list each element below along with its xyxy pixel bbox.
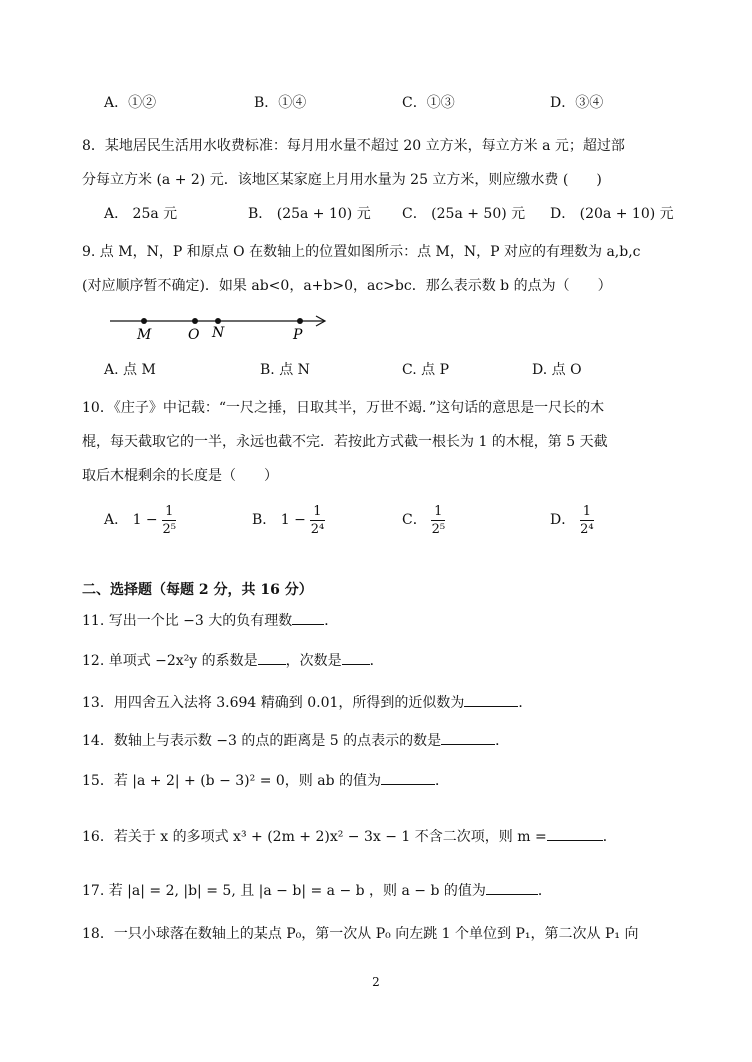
number-line-figure (108, 306, 338, 342)
q14 (82, 730, 682, 751)
q13-end: ． (518, 695, 533, 711)
q10-option-a-label: A． (104, 512, 129, 528)
q7-option-c: C．①③ (402, 95, 455, 111)
point-p (297, 318, 303, 324)
q10-option-c-fraction (431, 505, 445, 536)
answer-blank[interactable] (381, 770, 435, 785)
q10-option-b-fraction (310, 505, 324, 536)
answer-blank[interactable] (547, 826, 603, 841)
point-o (192, 318, 198, 324)
q10-option-a-prefix: 1 − (132, 512, 158, 528)
label-p: P (293, 327, 303, 342)
q17-text: 17. 若 |a| = 2, |b| = 5, 且 |a − b| = a − b ，则 a − b 的值为 (82, 883, 486, 899)
q14-end: ． (495, 733, 510, 749)
q10-option-b (252, 500, 325, 540)
number-line-svg (108, 306, 338, 342)
section-2-heading: 二、选择题（每题 2 分，共 16 分） (82, 582, 313, 598)
q13-text: 13．用四舍五入法将 3.694 精确到 0.01，所得到的近似数为 (82, 695, 465, 711)
q9-option-a: A. 点 M (104, 362, 156, 378)
fraction-numerator: 1 (580, 505, 594, 521)
q10-option-b-label: B． (252, 512, 277, 528)
fraction-denominator: 2⁵ (431, 521, 446, 537)
q11 (82, 610, 682, 631)
answer-blank[interactable] (464, 692, 518, 707)
answer-blank[interactable] (486, 880, 538, 895)
page-number: 2 (372, 975, 380, 989)
q12-text-b: ，次数是 (285, 653, 342, 669)
q9-option-c: C. 点 P (402, 362, 449, 378)
q10-option-c-label: C． (402, 512, 427, 528)
q7-options (82, 92, 682, 114)
label-n: N (212, 325, 225, 341)
q18-line-1: 18．一只小球落在数轴上的某点 P₀，第一次从 P₀ 向左跳 1 个单位到 P₁，第二次从 P₁ 向 (82, 926, 639, 942)
q10-line-1: 10．《庄子》中记载：“一尺之捶，日取其半，万世不竭．”这句话的意思是一尺长的木 (82, 400, 605, 416)
label-m: M (137, 327, 152, 342)
point-m (141, 318, 147, 324)
q10-line-3: 取后木棍剩余的长度是（ ） (82, 468, 278, 484)
q17-end: ． (537, 883, 552, 899)
q10-option-a (104, 500, 176, 540)
q13 (82, 692, 682, 713)
q15-text: 15．若 |a + 2| + (b − 3)² = 0，则 ab 的值为 (82, 773, 381, 789)
q15 (82, 770, 682, 791)
answer-blank[interactable] (292, 610, 324, 625)
answer-blank-degree[interactable] (342, 650, 370, 665)
q8-option-a: A． 25a 元 (104, 206, 178, 222)
q11-end: ． (324, 613, 339, 629)
q8-options (82, 203, 682, 225)
q8-option-c: C． (25a + 50) 元 (402, 206, 526, 222)
q9-line-2: (对应顺序暂不确定)．如果 ab<0，a+b>0，ac>bc．那么表示数 b 的点为（ ） (82, 278, 612, 294)
q12-text-a: 12. 单项式 −2x²y 的系数是 (82, 653, 258, 669)
q10-option-d (550, 500, 594, 540)
q11-text: 11. 写出一个比 −3 大的负有理数 (82, 613, 293, 629)
q9-line-1: 9. 点 M，N，P 和原点 O 在数轴上的位置如图所示：点 M，N，P 对应的有理数为 a,b,c (82, 244, 641, 260)
q15-end: ． (435, 773, 449, 789)
q16-text: 16．若关于 x 的多项式 x³ + (2m + 2)x² − 3x − 1 不含二次项，则 m = (82, 829, 547, 845)
q16 (82, 826, 682, 847)
q10-option-d-fraction (580, 505, 594, 536)
q10-line-2: 棍，每天截取它的一半，永远也截不完．若按此方式截一根长为 1 的木棍，第 5 天截 (82, 434, 608, 450)
fraction-denominator: 2⁴ (310, 521, 325, 537)
q8-line-2: 分每立方米 (a + 2) 元．该地区某家庭上月用水量为 25 立方米，则应缴水费 ( ) (82, 172, 602, 188)
fraction-numerator: 1 (310, 505, 324, 521)
q10-option-d-label: D． (550, 512, 576, 528)
answer-blank[interactable] (441, 730, 495, 745)
fraction-denominator: 2⁴ (580, 521, 594, 537)
answer-blank-coefficient[interactable] (258, 650, 286, 665)
q12-end: ． (369, 653, 384, 669)
fraction-denominator: 2⁵ (162, 521, 176, 537)
q7-option-b: B．①④ (254, 95, 307, 111)
q16-end: ． (602, 829, 617, 845)
q7-option-d: D．③④ (550, 95, 604, 111)
q12 (82, 650, 682, 671)
q9-options (82, 359, 682, 381)
q8-line-1: 8．某地居民生活用水收费标准：每月用水量不超过 20 立方米，每立方米 a 元；超过部 (82, 138, 625, 154)
fraction-numerator: 1 (431, 505, 445, 521)
q10-option-c (402, 500, 445, 540)
q10-options (82, 500, 682, 540)
q9-option-b: B. 点 N (260, 362, 310, 378)
q9-option-d: D. 点 O (532, 362, 582, 378)
q8-option-d: D． (20a + 10) 元 (550, 206, 674, 222)
label-o: O (188, 327, 200, 342)
q8-option-b: B． (25a + 10) 元 (248, 206, 371, 222)
q7-option-a: A．①② (104, 95, 157, 111)
fraction-numerator: 1 (162, 505, 176, 521)
q14-text: 14．数轴上与表示数 −3 的点的距离是 5 的点表示的数是 (82, 733, 442, 749)
q10-option-a-fraction (162, 505, 176, 536)
q10-option-b-prefix: 1 − (280, 512, 306, 528)
point-n (215, 318, 221, 324)
q17 (82, 880, 682, 901)
